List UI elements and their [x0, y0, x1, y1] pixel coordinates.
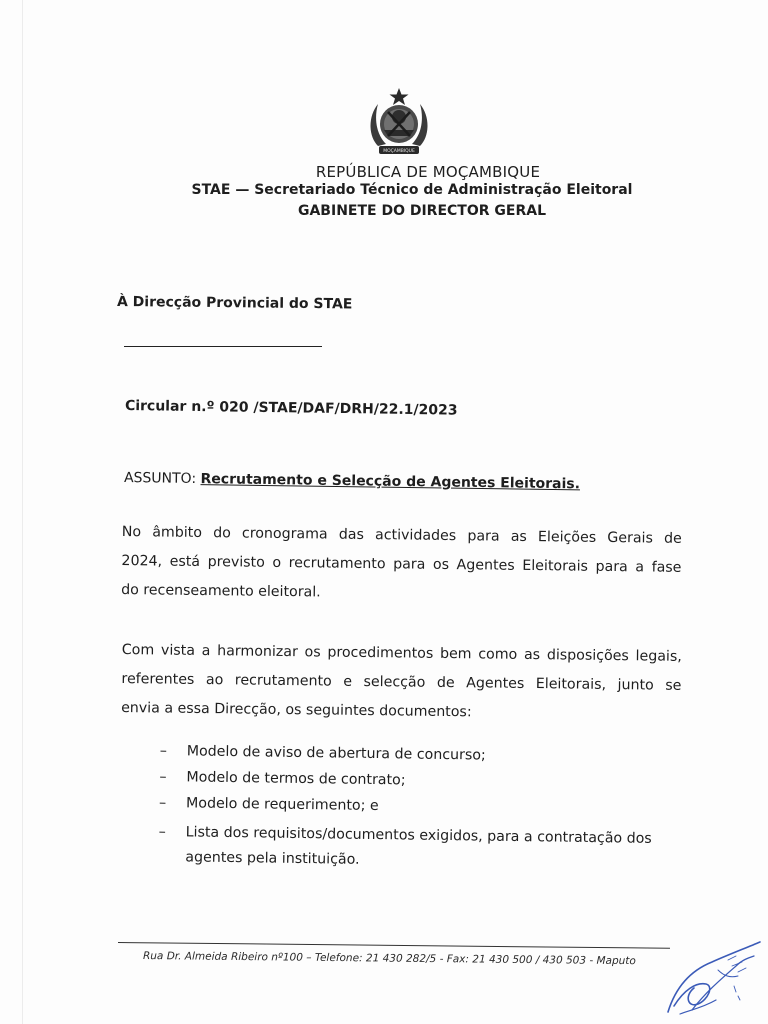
addressee-blank-line	[124, 346, 322, 347]
subject-title: Recrutamento e Selecção de Agentes Eleitorais.	[200, 471, 581, 493]
list-item-text: agentes pela instituição.	[185, 849, 360, 868]
footer-divider	[118, 942, 670, 949]
list-dash: –	[159, 742, 168, 760]
subject-line	[124, 470, 580, 492]
scan-edge	[22, 0, 23, 1024]
footer-address: Rua Dr. Almeida Ribeiro nº100 – Telefone: 21 430 282/5 - Fax: 21 430 500 / 430 503 - Maputo	[142, 950, 636, 968]
paragraph-2	[121, 636, 682, 730]
list-dash: –	[159, 768, 167, 786]
subject-label: ASSUNTO:	[123, 470, 197, 488]
addressee: À Direcção Provincial do STAE	[116, 294, 353, 313]
list-item	[158, 820, 679, 877]
documents-list	[158, 738, 680, 877]
list-dash: –	[158, 823, 166, 841]
paragraph-2-line: Com vista a harmonizar os procedimentos bem como as disposições legais,	[121, 641, 682, 665]
national-emblem-icon	[366, 86, 432, 162]
organization-name: STAE — Secretariado Técnico de Administração Eleitoral	[191, 182, 633, 198]
list-dash: –	[158, 794, 167, 812]
country-name: REPÚBLICA DE MOÇAMBIQUE	[315, 163, 541, 181]
list-item-text: Modelo de requerimento; e	[185, 795, 379, 815]
list-item-text: Lista dos requisitos/documentos exigidos, para a contratação dos	[185, 824, 652, 847]
paragraph-1	[121, 518, 682, 612]
paragraph-2-line: envia a essa Direcção, os seguintes documentos:	[121, 699, 472, 721]
list-item-text: Modelo de termos de contrato;	[186, 769, 406, 789]
paragraph-1-line: 2024, está previsto o recrutamento para os Agentes Eleitorais para a fase	[121, 552, 682, 576]
emblem-ribbon-text: MOÇAMBIQUE	[383, 149, 415, 154]
signature-stamp-icon	[662, 926, 766, 1020]
circular-reference: Circular n.º 020 /STAE/DAF/DRH/22.1/2023	[124, 398, 458, 419]
paragraph-1-line: do recenseamento eleitoral.	[121, 581, 321, 601]
office-name: GABINETE DO DIRECTOR GERAL	[297, 203, 546, 219]
paragraph-2-line: referentes ao recrutamento e selecção de Agentes Eleitorais, junto se	[121, 670, 682, 694]
paragraph-1-line: No âmbito do cronograma das actividades para as Eleições Gerais de	[121, 523, 682, 547]
list-item-text: Modelo de aviso de abertura de concurso;	[186, 743, 486, 764]
